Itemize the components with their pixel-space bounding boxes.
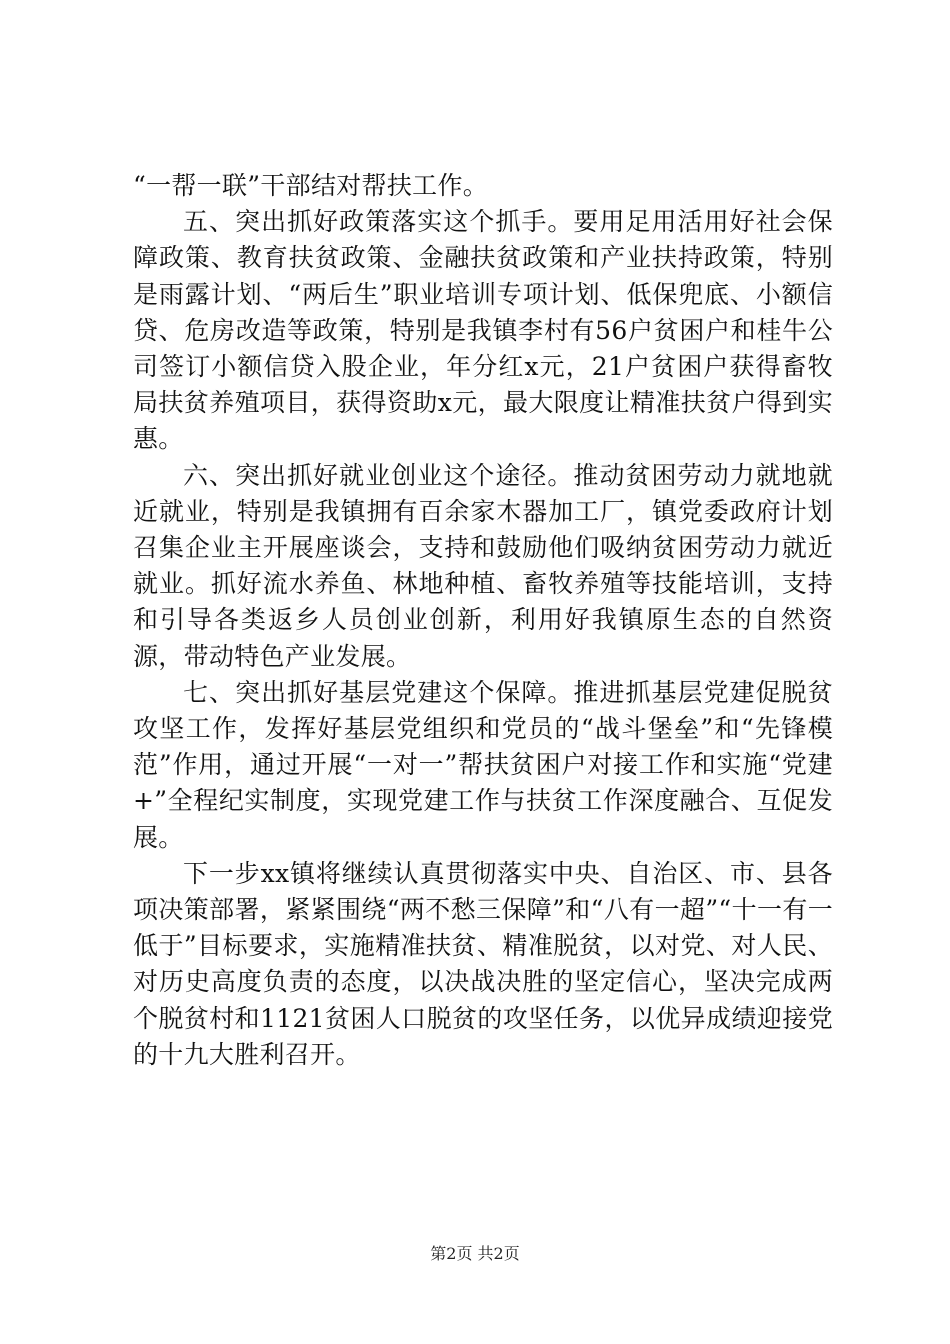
paragraph-policy-implementation: 五、突出抓好政策落实这个抓手。要用足用活用好社会保障政策、教育扶贫政策、金融扶贫政策和产业扶持政策，特别是雨露计划、“两后生”职业培训专项计划、低保兜底、小额信贷、危房改造等政策，特别是我镇李村有56户贫困户和桂牛公司签订小额信贷入股企业，年分红x元，21户贫困户获得畜牧局扶贫养殖项目，获得资助x元，最大限度让精准扶贫户得到实惠。 bbox=[133, 207, 833, 454]
page-footer: 第2页 共2页 bbox=[430, 1244, 520, 1263]
paragraph-employment: 六、突出抓好就业创业这个途径。推动贫困劳动力就地就近就业，特别是我镇拥有百余家木器加工厂，镇党委政府计划召集企业主开展座谈会，支持和鼓励他们吸纳贫困劳动力就近就业。抓好流水养鱼、林地种植、畜牧养殖等技能培训，支持和引导各类返乡人员创业创新，利用好我镇原生态的自然资源，带动特色产业发展。 bbox=[133, 460, 833, 671]
paragraph-continuation: “一帮一联”干部结对帮扶工作。 bbox=[133, 171, 489, 200]
paragraph-next-steps: 下一步xx镇将继续认真贯彻落实中央、自治区、市、县各项决策部署，紧紧围绕“两不愁三保障”和“八有一超”“十一有一低于”目标要求，实施精准扶贫、精准脱贫，以对党、对人民、对历史高度负责的态度，以决战决胜的坚定信心，坚决完成两个脱贫村和1121贫困人口脱贫的攻坚任务，以优异成绩迎接党的十九大胜利召开。 bbox=[133, 858, 833, 1069]
paragraph-party-building: 七、突出抓好基层党建这个保障。推进抓基层党建促脱贫攻坚工作，发挥好基层党组织和党员的“战斗堡垒”和“先锋模范”作用，通过开展“一对一”帮扶贫困户对接工作和实施“党建+”全程纪实制度，实现党建工作与扶贫工作深度融合、互促发展。 bbox=[133, 677, 833, 852]
document-body bbox=[133, 168, 833, 1073]
